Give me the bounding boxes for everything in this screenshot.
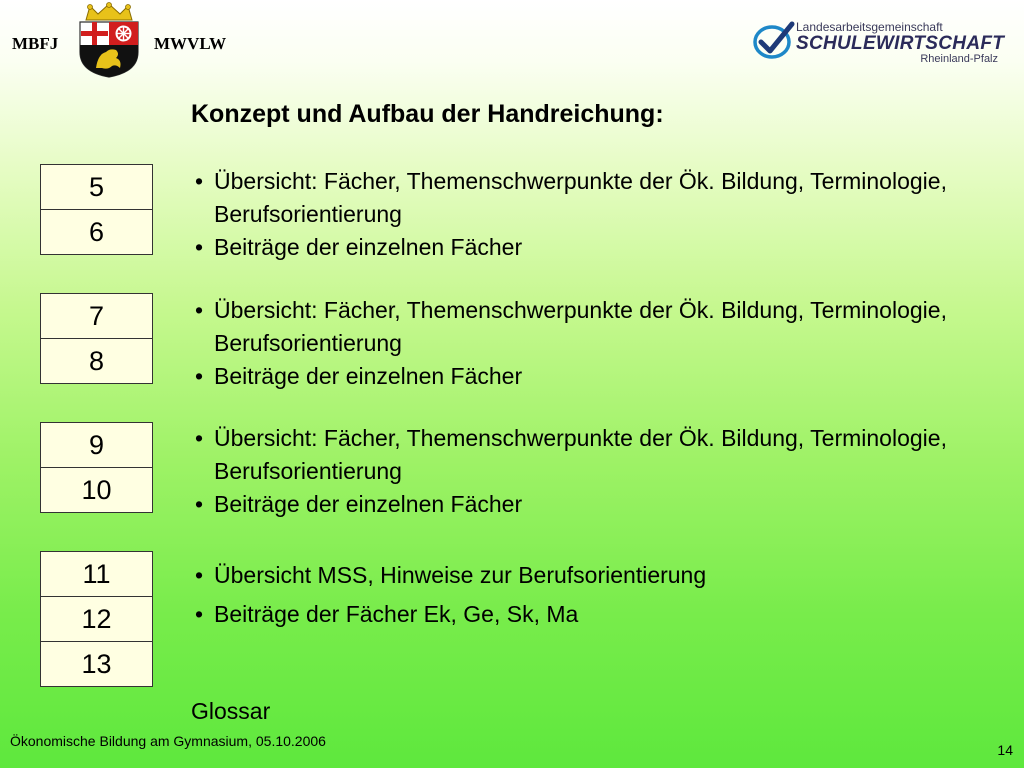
- logo-line3: Rheinland-Pfalz: [920, 53, 998, 65]
- coat-of-arms-icon: [72, 2, 146, 78]
- bullet-item: • Beiträge der einzelnen Fächer: [195, 231, 985, 264]
- grade-cell: 9: [41, 423, 152, 468]
- grade-cell: 10: [81, 475, 112, 505]
- bullet-list-9-10: [195, 422, 985, 521]
- footer-text: Ökonomische Bildung am Gymnasium, 05.10.2006: [10, 733, 326, 749]
- grade-cell: 5: [41, 165, 152, 210]
- grade-cell: 12: [41, 597, 152, 642]
- bullet-list-11-13: [195, 559, 985, 631]
- grade-cell: 6: [88, 217, 105, 247]
- mbfj-label: MBFJ: [12, 34, 59, 53]
- page-number: 14: [997, 742, 1013, 758]
- header-left: [0, 0, 260, 80]
- bullet-item: • Übersicht: Fächer, Themenschwerpunkte der Ök. Bildung, Terminologie, Berufsorientierung: [195, 294, 985, 360]
- bullet-item: • Übersicht MSS, Hinweise zur Berufsorientierung: [195, 559, 985, 592]
- bullet-item: • Übersicht: Fächer, Themenschwerpunkte der Ök. Bildung, Terminologie, Berufsorientierung: [195, 422, 985, 488]
- checkmark-logo-icon: [752, 18, 796, 62]
- page-title: Konzept und Aufbau der Handreichung:: [191, 100, 664, 128]
- grade-cell: 13: [81, 649, 112, 679]
- bullet-list-5-6: [195, 165, 985, 264]
- bullet-item: • Beiträge der einzelnen Fächer: [195, 488, 985, 521]
- grade-box-11-13: [40, 551, 153, 687]
- logo-line2: SCHULEWIRTSCHAFT: [796, 33, 1005, 54]
- grade-cell: 7: [41, 294, 152, 339]
- glossary-label: Glossar: [191, 698, 271, 724]
- bullet-item: • Beiträge der einzelnen Fächer: [195, 360, 985, 393]
- bullet-item: • Übersicht: Fächer, Themenschwerpunkte der Ök. Bildung, Terminologie, Berufsorientierung: [195, 165, 985, 231]
- bullet-list-7-8: [195, 294, 985, 393]
- grade-box-5-6: [40, 164, 153, 255]
- grade-box-9-10: [40, 422, 153, 513]
- mwvlw-label: MWVLW: [154, 34, 227, 53]
- grade-cell: 8: [88, 346, 105, 376]
- grade-box-7-8: [40, 293, 153, 384]
- bullet-item: • Beiträge der Fächer Ek, Ge, Sk, Ma: [195, 598, 985, 631]
- logo-line1: Landesarbeitsgemeinschaft: [796, 20, 943, 34]
- grade-cell: 11: [41, 552, 152, 597]
- schulewirtschaft-logo: [752, 16, 1005, 68]
